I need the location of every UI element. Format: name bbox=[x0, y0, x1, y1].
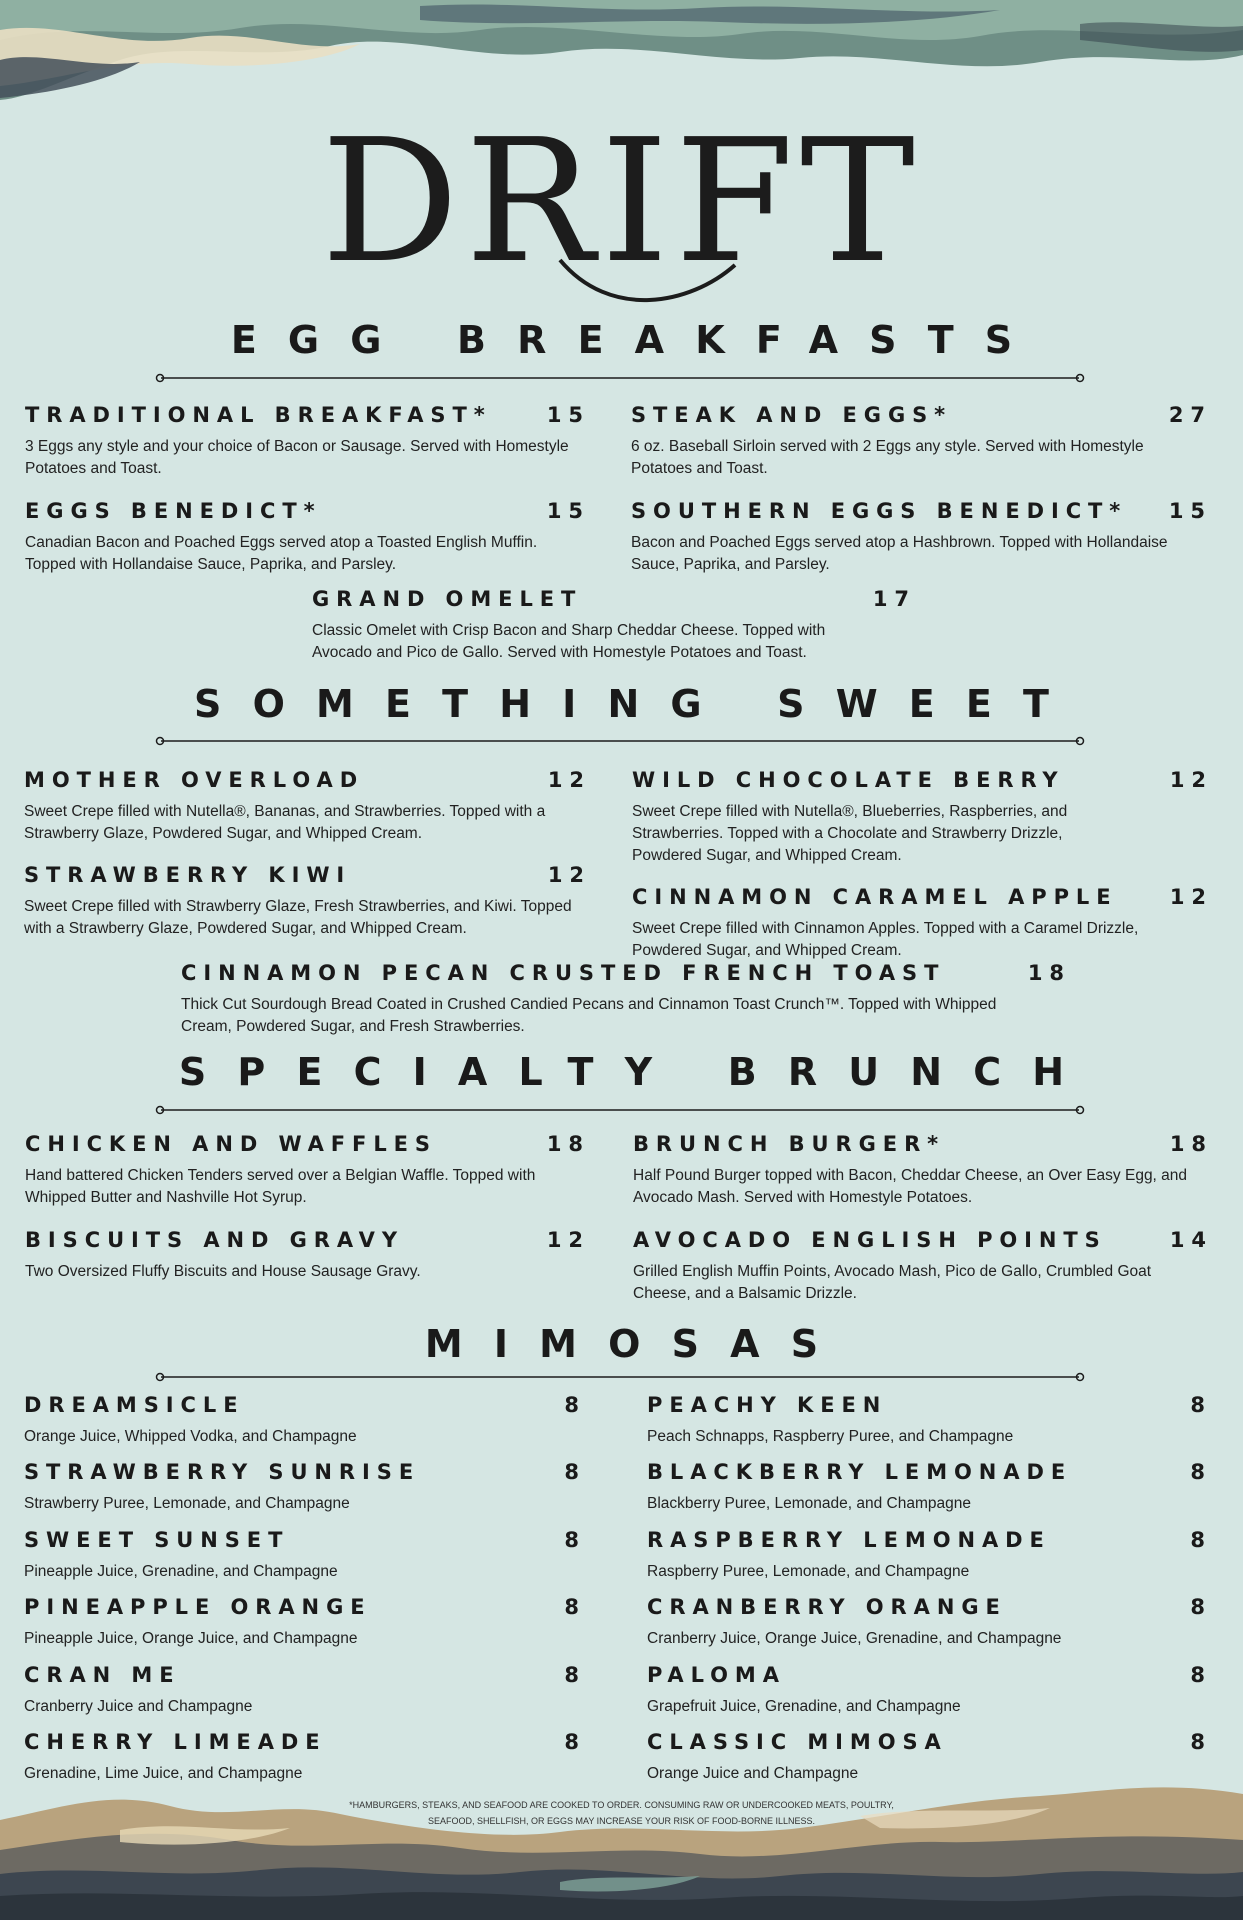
item-name: STRAWBERRY SUNRISE bbox=[24, 1460, 421, 1484]
mimosa-item bbox=[647, 1393, 1212, 1448]
mimosa-item bbox=[647, 1595, 1212, 1650]
section-divider bbox=[155, 372, 1085, 384]
disclaimer-line-1: *HAMBURGERS, STEAKS, AND SEAFOOD ARE COOKED TO ORDER. CONSUMING RAW OR UNDERCOOKED MEATS, POULTRY, bbox=[349, 1800, 894, 1810]
item-price: 18 bbox=[1169, 1132, 1213, 1156]
item-price: 8 bbox=[564, 1460, 586, 1484]
menu-item bbox=[312, 587, 916, 664]
item-name: GRAND OMELET bbox=[312, 587, 583, 611]
drift-logo bbox=[0, 105, 1243, 305]
item-description: Raspberry Puree, Lemonade, and Champagne bbox=[647, 1563, 970, 1580]
item-name: SOUTHERN EGGS BENEDICT* bbox=[631, 499, 1128, 523]
item-price: 8 bbox=[1190, 1663, 1212, 1687]
mimosa-item bbox=[24, 1663, 586, 1718]
item-description: Orange Juice, Whipped Vodka, and Champagne bbox=[24, 1428, 357, 1445]
item-price: 12 bbox=[546, 1228, 590, 1252]
menu-item bbox=[24, 863, 591, 940]
item-name: EGGS BENEDICT* bbox=[25, 499, 322, 523]
item-price: 17 bbox=[872, 587, 916, 611]
item-name: CHICKEN AND WAFFLES bbox=[25, 1132, 437, 1156]
item-description: Bacon and Poached Eggs served atop a Hashbrown. Topped with Hollandaise Sauce, Paprika, and Parsley. bbox=[631, 534, 1168, 573]
menu-item bbox=[631, 403, 1212, 480]
item-price: 12 bbox=[547, 863, 591, 887]
menu-item bbox=[631, 499, 1212, 576]
item-price: 12 bbox=[1169, 885, 1213, 909]
item-name: SWEET SUNSET bbox=[24, 1528, 290, 1552]
item-description: Thick Cut Sourdough Bread Coated in Crushed Candied Pecans and Cinnamon Toast Crunch™. Topped with Whipped Cream, Powdered Sugar, and Fresh Strawberries. bbox=[181, 996, 997, 1035]
item-name: CHERRY LIMEADE bbox=[24, 1730, 327, 1754]
menu-item bbox=[633, 1228, 1213, 1305]
item-description: Orange Juice and Champagne bbox=[647, 1765, 859, 1782]
item-name: AVOCADO ENGLISH POINTS bbox=[633, 1228, 1107, 1252]
section-divider bbox=[155, 735, 1085, 747]
item-price: 8 bbox=[564, 1393, 586, 1417]
item-name: DREAMSICLE bbox=[24, 1393, 245, 1417]
item-price: 8 bbox=[1190, 1460, 1212, 1484]
item-description: 3 Eggs any style and your choice of Bacon or Sausage. Served with Homestyle Potatoes and Toast. bbox=[25, 438, 569, 477]
mimosa-item bbox=[647, 1460, 1212, 1515]
item-description: Sweet Crepe filled with Nutella®, Blueberries, Raspberries, and Strawberries. Topped with a Chocolate and Strawberry Drizzle, Powdered Sugar, and Whipped Cream. bbox=[632, 803, 1068, 864]
item-description: Pineapple Juice, Grenadine, and Champagne bbox=[24, 1563, 338, 1580]
item-name: CLASSIC MIMOSA bbox=[647, 1730, 948, 1754]
item-name: PINEAPPLE ORANGE bbox=[24, 1595, 372, 1619]
item-name: PEACHY KEEN bbox=[647, 1393, 888, 1417]
section-title-egg-breakfasts: EGG BREAKFASTS bbox=[230, 318, 1044, 362]
item-description: Sweet Crepe filled with Strawberry Glaze, Fresh Strawberries, and Kiwi. Topped with a Strawberry Glaze, Powdered Sugar, and Whipped Cream. bbox=[24, 898, 572, 937]
section-divider bbox=[155, 1104, 1085, 1116]
item-name: PALOMA bbox=[647, 1663, 786, 1687]
item-price: 15 bbox=[1168, 499, 1212, 523]
menu-item bbox=[181, 961, 1071, 1038]
item-name: BLACKBERRY LEMONADE bbox=[647, 1460, 1073, 1484]
item-description: Peach Schnapps, Raspberry Puree, and Champagne bbox=[647, 1428, 1014, 1445]
item-price: 18 bbox=[1027, 961, 1071, 985]
mimosa-item bbox=[24, 1595, 586, 1650]
menu-item bbox=[25, 499, 590, 576]
mimosa-item bbox=[647, 1528, 1212, 1583]
item-price: 8 bbox=[1190, 1730, 1212, 1754]
item-price: 18 bbox=[546, 1132, 590, 1156]
item-name: STRAWBERRY KIWI bbox=[24, 863, 352, 887]
item-name: WILD CHOCOLATE BERRY bbox=[632, 768, 1065, 792]
item-description: Pineapple Juice, Orange Juice, and Champagne bbox=[24, 1630, 358, 1647]
item-price: 8 bbox=[1190, 1393, 1212, 1417]
item-name: BISCUITS AND GRAVY bbox=[25, 1228, 404, 1252]
item-description: Cranberry Juice, Orange Juice, Grenadine, and Champagne bbox=[647, 1630, 1062, 1647]
item-description: 6 oz. Baseball Sirloin served with 2 Eggs any style. Served with Homestyle Potatoes and Toast. bbox=[631, 438, 1144, 477]
section-divider bbox=[155, 1371, 1085, 1383]
item-price: 8 bbox=[564, 1528, 586, 1552]
food-safety-disclaimer bbox=[0, 1797, 1243, 1829]
item-name: TRADITIONAL BREAKFAST* bbox=[25, 403, 492, 427]
item-description: Grenadine, Lime Juice, and Champagne bbox=[24, 1765, 303, 1782]
item-price: 27 bbox=[1168, 403, 1212, 427]
item-description: Half Pound Burger topped with Bacon, Cheddar Cheese, an Over Easy Egg, and Avocado Mash. Served with Homestyle Potatoes. bbox=[633, 1167, 1188, 1206]
item-name: STEAK AND EGGS* bbox=[631, 403, 953, 427]
mimosa-item bbox=[24, 1528, 586, 1583]
menu-item bbox=[25, 403, 590, 480]
item-description: Two Oversized Fluffy Biscuits and House Sausage Gravy. bbox=[25, 1263, 421, 1280]
item-price: 8 bbox=[1190, 1595, 1212, 1619]
item-price: 15 bbox=[546, 499, 590, 523]
item-description: Classic Omelet with Crisp Bacon and Sharp Cheddar Cheese. Topped with Avocado and Pico de Gallo. Served with Homestyle Potatoes and Toast. bbox=[312, 622, 826, 661]
item-price: 8 bbox=[564, 1663, 586, 1687]
drift-logo-text: DRIFT bbox=[321, 105, 921, 301]
item-description: Blackberry Puree, Lemonade, and Champagne bbox=[647, 1495, 971, 1512]
menu-item bbox=[25, 1228, 590, 1283]
watercolor-top-decoration bbox=[0, 0, 1243, 110]
menu-item bbox=[25, 1132, 590, 1209]
item-description: Hand battered Chicken Tenders served over a Belgian Waffle. Topped with Whipped Butter and Nashville Hot Syrup. bbox=[25, 1167, 536, 1206]
menu-item bbox=[632, 885, 1213, 962]
section-title-specialty-brunch: SPECIALTY BRUNCH bbox=[178, 1050, 1096, 1094]
item-name: BRUNCH BURGER* bbox=[633, 1132, 946, 1156]
item-price: 12 bbox=[547, 768, 591, 792]
item-name: CRANBERRY ORANGE bbox=[647, 1595, 1007, 1619]
mimosa-item bbox=[24, 1393, 586, 1448]
item-name: CRAN ME bbox=[24, 1663, 181, 1687]
item-description: Cranberry Juice and Champagne bbox=[24, 1698, 253, 1715]
watercolor-mountain-decoration bbox=[0, 1770, 1243, 1920]
mimosa-item bbox=[647, 1663, 1212, 1718]
item-price: 8 bbox=[564, 1595, 586, 1619]
mimosa-item bbox=[24, 1460, 586, 1515]
item-description: Strawberry Puree, Lemonade, and Champagne bbox=[24, 1495, 350, 1512]
menu-item bbox=[632, 768, 1213, 867]
disclaimer-line-2: SEAFOOD, SHELLFISH, OR EGGS MAY INCREASE YOUR RISK OF FOOD-BORNE ILLNESS. bbox=[427, 1816, 816, 1826]
menu-item bbox=[24, 768, 591, 845]
section-title-mimosas: MIMOSAS bbox=[424, 1322, 850, 1366]
item-price: 14 bbox=[1169, 1228, 1213, 1252]
item-name: RASPBERRY LEMONADE bbox=[647, 1528, 1051, 1552]
item-price: 12 bbox=[1169, 768, 1213, 792]
item-name: CINNAMON PECAN CRUSTED FRENCH TOAST bbox=[181, 961, 946, 985]
item-price: 8 bbox=[1190, 1528, 1212, 1552]
item-description: Sweet Crepe filled with Nutella®, Bananas, and Strawberries. Topped with a Strawberry Glaze, Powdered Sugar, and Whipped Cream. bbox=[24, 803, 546, 842]
section-title-something-sweet: SOMETHING SWEET bbox=[194, 682, 1081, 726]
menu-item bbox=[633, 1132, 1213, 1209]
item-name: CINNAMON CARAMEL APPLE bbox=[632, 885, 1118, 909]
item-price: 8 bbox=[564, 1730, 586, 1754]
item-description: Canadian Bacon and Poached Eggs served atop a Toasted English Muffin. Topped with Hollandaise Sauce, Paprika, and Parsley. bbox=[25, 534, 538, 573]
item-description: Grapefruit Juice, Grenadine, and Champagne bbox=[647, 1698, 961, 1715]
item-name: MOTHER OVERLOAD bbox=[24, 768, 365, 792]
item-description: Grilled English Muffin Points, Avocado Mash, Pico de Gallo, Crumbled Goat Cheese, and a Balsamic Drizzle. bbox=[633, 1263, 1152, 1302]
item-description: Sweet Crepe filled with Cinnamon Apples. Topped with a Caramel Drizzle, Powdered Sugar, and Whipped Cream. bbox=[632, 920, 1139, 959]
item-price: 15 bbox=[546, 403, 590, 427]
